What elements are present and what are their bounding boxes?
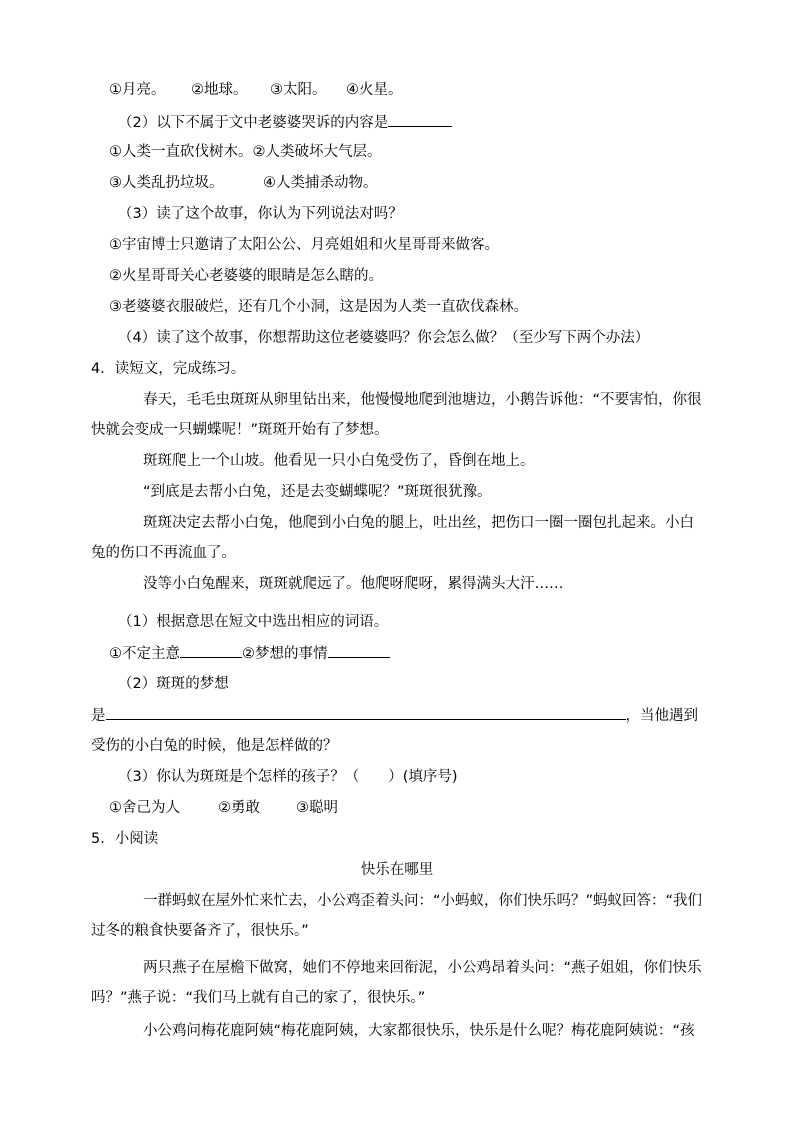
q4-sub1-answers: ①不定主意 ②梦想的事情 (109, 643, 390, 664)
q3-sub4-prompt: （4）读了这个故事，你想帮助这位老婆婆吗？你会怎么做？（至少写下两个办法） (118, 330, 650, 346)
q4-paragraph-5: 没等小白兔醒来，斑斑就爬远了。他爬呀爬呀，累得满头大汗…… (143, 576, 564, 592)
q4-sub2-prompt: （2）斑斑的梦想 (118, 676, 229, 692)
answer-blank[interactable] (106, 705, 626, 720)
q4-paragraph-2: 斑斑爬上一个山坡。他看见一只小白兔受伤了，昏倒在地上。 (143, 453, 535, 469)
q4-sub2-continuation: 受伤的小白兔的时候，他是怎样做的？ (91, 738, 338, 754)
q3-sub2-options-row1: ①人类一直砍伐树木。②人类破坏大气层。 (109, 144, 382, 160)
option: ③聪明 (296, 800, 338, 816)
option: ①月亮。 (109, 82, 166, 98)
q4-paragraph-1: 春天，毛毛虫斑斑从卵里钻出来，他慢慢地爬到池塘边，小鹅告诉他：“不要害怕，你很快就会变成一只蝴蝶呢！”斑斑开始有了梦想。 (91, 392, 702, 438)
q4-sub3-options (109, 798, 338, 818)
q4-paragraph-3: “到底是去帮小白兔，还是去变蝴蝶呢？”斑斑很犹豫。 (143, 484, 492, 500)
q4-sub2-answer-line: 是 ，当他遇到 (91, 705, 698, 726)
option: ③太阳。 (270, 82, 327, 98)
q5-paragraph-2: 两只燕子在屋檐下做窝，她们不停地来回衔泥，小公鸡昂着头问：“燕子姐姐，你们快乐吗？”燕子说：“我们马上就有自己的家了，很快乐。” (91, 960, 702, 1006)
option: ④火星。 (346, 82, 403, 98)
option: ①舍己为人 (109, 800, 180, 816)
q3-sub2-prompt: （2）以下不属于文中老婆婆哭诉的内容是 (118, 112, 452, 133)
answer-blank[interactable] (180, 643, 242, 658)
q3-sub3-item: ②火星哥哥关心老婆婆的眼睛是怎么瞎的。 (109, 268, 383, 284)
q3-sub3-item: ③老婆婆衣服破烂，还有几个小洞，这是因为人类一直砍伐森林。 (109, 299, 528, 315)
q5-paragraph-1: 一群蚂蚁在屋外忙来忙去，小公鸡歪着头问：“小蚂蚁，你们快乐吗？”蚂蚁回答：“我们过冬的粮食快要备齐了，很快乐。” (91, 893, 703, 939)
q4-paragraph-4: 斑斑决定去帮小白兔，他爬到小白兔的腿上，吐出丝，把伤口一圈一圈包扎起来。小白兔的伤口不再流血了。 (91, 515, 694, 561)
option: ②地球。 (191, 82, 248, 98)
answer-blank[interactable] (328, 643, 390, 658)
q5-heading: 5．小阅读 (91, 831, 159, 847)
q3-sub3-item: ①宇宙博士只邀请了太阳公公、月亮姐姐和火星哥哥来做客。 (109, 237, 499, 253)
q4-sub3-prompt: （3）你认为斑斑是个怎样的孩子？（ ）(填序号) (118, 769, 458, 785)
answer-blank[interactable] (388, 112, 452, 127)
q3-sub2-options-row2: ③人类乱扔垃圾。 ④人类捕杀动物。 (109, 175, 378, 191)
q4-sub1-prompt: （1）根据意思在短文中选出相应的词语。 (118, 614, 389, 630)
q5-paragraph-3: 小公鸡问梅花鹿阿姨“梅花鹿阿姨，大家都很快乐，快乐是什么呢？梅花鹿阿姨说：“孩 (143, 1023, 695, 1039)
q3-sub1-options (109, 80, 403, 100)
q5-title: 快乐在哪里 (360, 862, 434, 878)
q4-heading: 4．读短文，完成练习。 (91, 361, 246, 377)
q3-sub3-prompt: （3）读了这个故事，你认为下列说法对吗？ (118, 206, 403, 222)
option: ②勇敢 (218, 800, 260, 816)
